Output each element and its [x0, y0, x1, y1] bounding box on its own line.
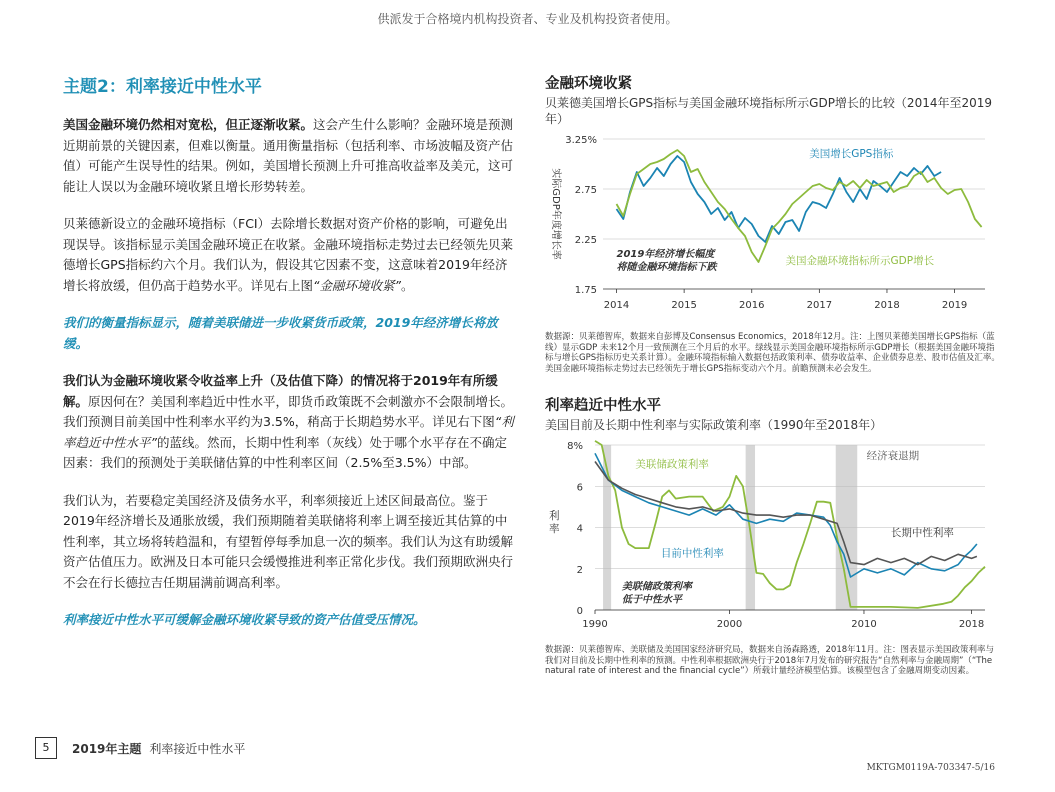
- charts-column: [545, 72, 1000, 677]
- chart2-series-line-1: [595, 453, 977, 577]
- chart1-series-line-0: [617, 156, 942, 242]
- chart2-series-line-2: [595, 462, 977, 565]
- paragraph-1-lead: 美国金融环境仍然相对宽松，但正逐渐收紧。: [63, 117, 314, 132]
- chart2-y-axis-label: 利: [549, 510, 560, 522]
- paragraph-3: [63, 371, 515, 474]
- callout-1: 我们的衡量指标显示，随着美联储进一步收紧货币政策，2019年经济增长将放缓。: [63, 315, 498, 351]
- chart1-gps-vs-fci: [545, 127, 1000, 332]
- chart2-source-note: 数据源：贝莱德智库、美联储及美国国家经济研究局，数据来自汤森路透，2018年11月。注：图表显示美国政策利率与我们对目前及长期中性利率的预测。中性利率根据欧洲央行于2018年7月发布的研究报告“自然利率与金融周期”（“The natural rate of interest and the financial cycle”）所载计量经济模型估算。该模型包含了金融周期变动因素。: [545, 645, 994, 676]
- paragraph-2: [63, 214, 515, 296]
- chart2-y-axis-label: 率: [549, 523, 560, 535]
- chart1-x-tick-label: 2019: [941, 300, 968, 311]
- chart1-legend-gps: 美国增长GPS指标: [809, 148, 894, 160]
- chart1-x-tick-label: 2014: [603, 300, 630, 311]
- chart2-legend-current-neutral: 目前中性利率: [660, 547, 724, 560]
- chart2-y-tick-label: 4: [576, 523, 583, 535]
- chart2-title: 利率趋近中性水平: [545, 398, 661, 414]
- chart2-annotation: 低于中性水平: [621, 594, 682, 606]
- chart2-x-tick-label: 2018: [958, 619, 985, 630]
- chart1-y-tick-label: 1.75: [574, 285, 597, 296]
- footer-title-bold: 2019年主题: [72, 742, 142, 756]
- chart1-legend-fci: 美国金融环境指标所示GDP增长: [785, 255, 935, 267]
- paragraph-3-text-a: 原因何在？美国利率趋近中性水平，即货币政策既不会刺激亦不会限制增长。我们预测目前美国中性利率水平约为3.5%，稍高于长期趋势水平。详见右下图: [63, 393, 514, 429]
- chart2-legend-fed-rate: 美联储政策利率: [635, 458, 709, 471]
- chart1-x-tick-label: 2015: [671, 300, 697, 311]
- chart1-x-tick-label: 2017: [806, 300, 833, 311]
- chart2-y-tick-label: 0: [576, 606, 583, 617]
- chart2-x-tick-label: 2010: [851, 619, 877, 630]
- article-body: [63, 72, 515, 648]
- chart1-source-note: 数据源：贝莱德智库，数据来自彭博及Consensus Economics，2018年12月。注：上图贝莱德美国增长GPS指标（蓝线）显示GDP 未来12个月一致预测在三个月后的水平。绿线显示美国金融环境指标所示GDP增长（根据美国金融环境指标与增长GPS指标历史关系计算）。金融环境指标输入数据包括政策利率、债券收益率、企业债券息差、股市估值及汇率。美国金融环境指标走势过去已经领先于增长GPS指标变动六个月。前瞻预测未必会发生。: [545, 332, 1000, 374]
- callout-2: 利率接近中性水平可缓解金融环境收紧导致的资产估值受压情况。: [63, 612, 426, 627]
- chart1-title: 金融环境收紧: [545, 76, 632, 92]
- chart1-annotation: 将随金融环境指标下跌: [616, 262, 717, 273]
- chart1-y-tick-label: 2.25: [574, 235, 597, 246]
- chart2-neutral-rates: [545, 433, 1000, 645]
- chart1-y-tick-label: 3.25%: [565, 135, 597, 146]
- chart1-subtitle: 贝莱德美国增长GPS指标与美国金融环境指标所示GDP增长的比较（2014年至2019年）: [545, 96, 993, 126]
- paragraph-2-text: 贝莱德新设立的金融环境指标（FCI）去除增长数据对资产价格的影响，可避免出现误导。该指标显示美国金融环境正在收紧。金融环境指标走势过去已经领先贝莱德增长GPS指标约六个月。我们认为，假设其它因素不变，这意味着2019年经济增长将放缓，但仍高于趋势水平。详见右上图: [63, 216, 514, 293]
- chart2-y-tick-label: 6: [576, 482, 583, 494]
- chart2-x-tick-label: 1990: [582, 619, 608, 630]
- paragraph-2-quote: “金融环境收紧”: [313, 277, 401, 293]
- chart1-x-tick-label: 2018: [874, 300, 900, 311]
- chart1-y-axis-label: 实际GDP年度增长率: [550, 168, 561, 260]
- section-title: 主题2：利率接近中性水平: [63, 77, 262, 97]
- paragraph-2-end: 。: [400, 277, 414, 293]
- paragraph-3-text-b: 的蓝线。然而，长期中性利率（灰线）处于哪个水平存在不确定因素：我们的预测处于美联储估算的中性利率区间（2.5%至3.5%）中部。: [63, 434, 507, 470]
- chart2-recession-label: 经济衰退期: [866, 450, 920, 462]
- chart2-y-tick-label: 2: [576, 564, 583, 576]
- paragraph-1: [63, 115, 515, 197]
- paragraph-1-text: 这会产生什么影响？金融环境是预测近期前景的关键因素，但难以衡量。通用衡量指标（包括利率、市场波幅及资产估值）可能产生误导性的结果。例如，美国增长预测上升可推高收益率及美元，这可能让人误以为金融环境收紧且增长形势转差。: [63, 117, 514, 194]
- chart1-x-tick-label: 2016: [739, 300, 765, 311]
- chart1-annotation: 2019年经济增长幅度: [616, 249, 715, 260]
- footer-title: [72, 740, 245, 757]
- page-number: 5: [35, 737, 57, 759]
- chart2-subtitle: 美国目前及长期中性利率与实际政策利率（1990年至2018年）: [545, 418, 883, 432]
- chart1-y-tick-label: 2.75: [574, 185, 597, 196]
- footer-title-text: 利率接近中性水平: [149, 742, 246, 756]
- paragraph-4: 我们认为，若要稳定美国经济及债务水平，利率须接近上述区间最高位。鉴于2019年经济增长及通胀放缓，我们预期随着美联储将利率上调至接近其估算的中性利率，其立场将转趋温和，有望暂停每季加息一次的频率。我们认为这有助缓解资产估值压力。欧洲及日本可能只会缓慢推进利率正常化步伐。我们预期欧洲央行不会在行长德拉吉任期届满前调高利率。: [63, 492, 514, 590]
- chart2-legend-long-term-neutral: 长期中性利率: [890, 526, 954, 539]
- chart2-x-tick-label: 2000: [716, 619, 743, 630]
- chart2-annotation: 美联储政策利率: [621, 581, 692, 593]
- document-code: MKTGM0119A-703347-5/16: [866, 763, 995, 773]
- paragraph-3-quote: “利率趋近中性水平”: [63, 414, 514, 450]
- chart2-y-tick-label: 8%: [567, 441, 583, 452]
- page-footer: [0, 737, 1055, 759]
- disclaimer: 供派发于合格境内机构投资者、专业及机构投资者使用。: [377, 12, 678, 26]
- paragraph-3-lead: 我们认为金融环境收紧令收益率上升（及估值下降）的情况将于2019年有所缓解。: [63, 373, 498, 409]
